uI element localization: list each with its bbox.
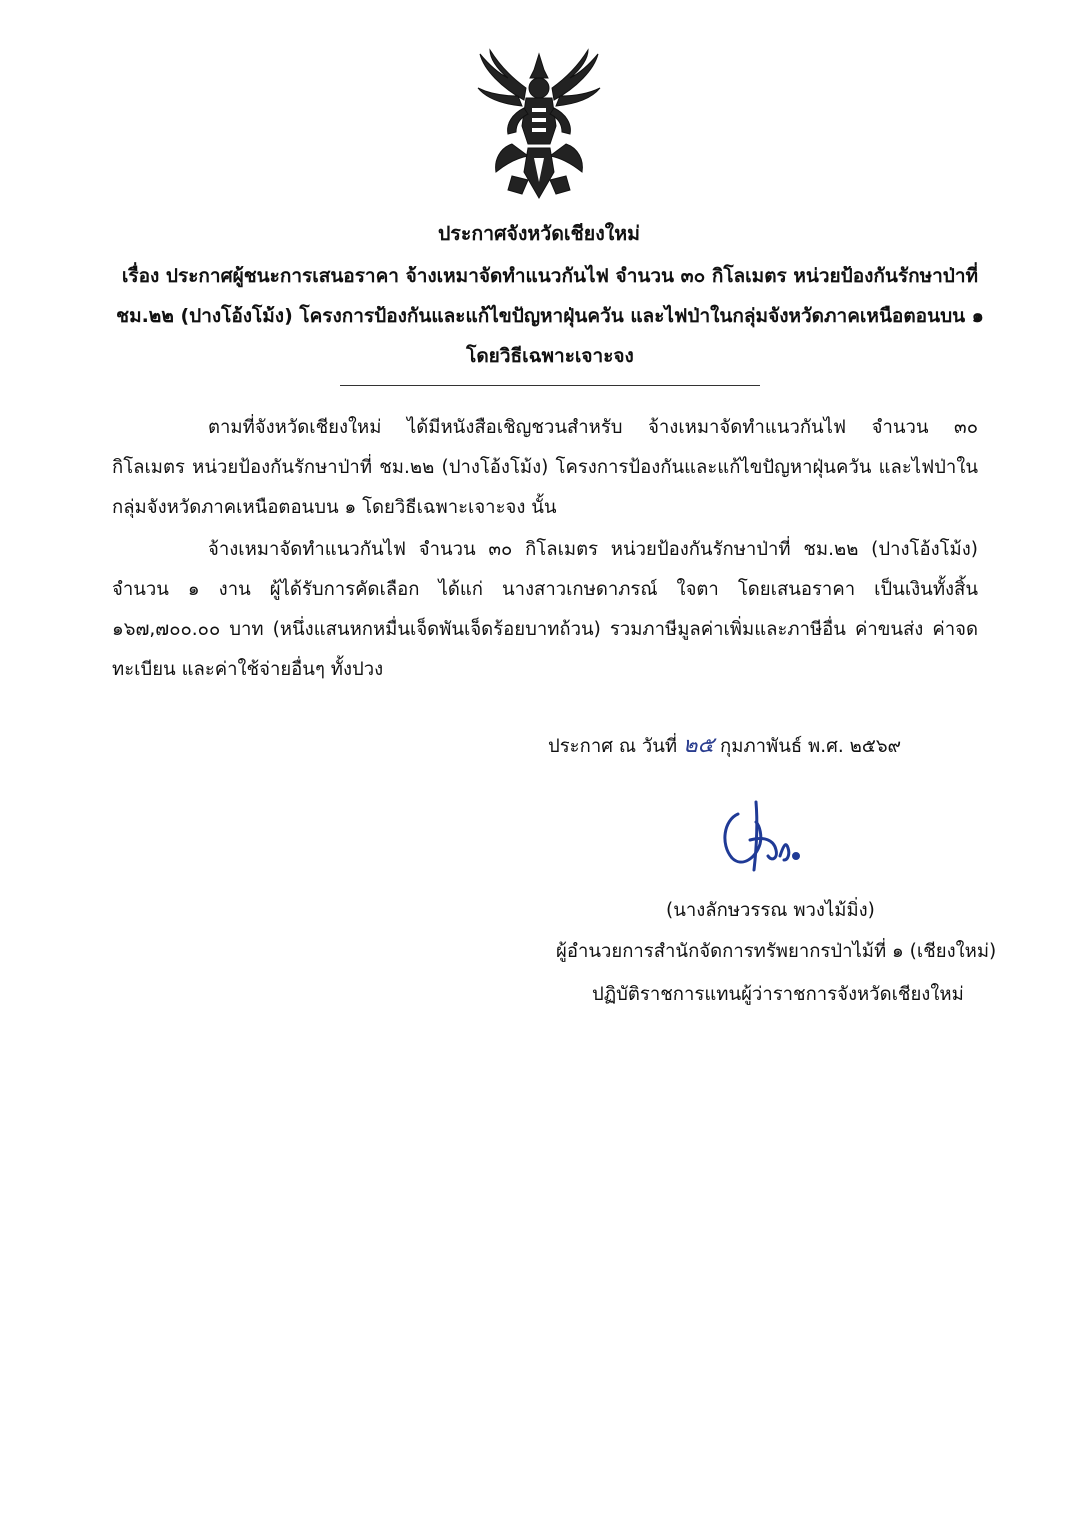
body-paragraph-1-text: ตามที่จังหวัดเชียงใหม่ ได้มีหนังสือเชิญชวนสำหรับ จ้างเหมาจัดทำแนวกันไฟ จำนวน ๓๐ กิโลเมตร หน่วยป้องกันรักษาป่าที่ ชม.๒๒ (ปางโอ้งโม้ง) โครงการป้องกันและแก้ไขปัญหาฝุ่นควัน และไฟป่าในกลุ่มจังหวัดภาคเหนือตอนบน ๑ โดยวิธีเฉพาะเจาะจง นั้น <box>112 417 978 518</box>
signatory-name: (นางลักษวรรณ พวงไม้มิ่ง) <box>666 900 875 921</box>
garuda-emblem-icon <box>472 48 606 206</box>
announcement-date-prefix: ประกาศ ณ วันที่ <box>548 736 678 757</box>
body-paragraph-1 <box>112 408 978 528</box>
document-subject: เรื่อง ประกาศผู้ชนะการเสนอราคา จ้างเหมาจัดทำแนวกันไฟ จำนวน ๓๐ กิโลเมตร หน่วยป้องกันรักษาป่าที่ ชม.๒๒ (ปางโอ้งโม้ง) โครงการป้องกันและแก้ไขปัญหาฝุ่นควัน และไฟป่าในกลุ่มจังหวัดภาคเหนือตอนบน ๑ โดยวิธีเฉพาะเจาะจง <box>116 265 984 367</box>
signatory-acting-role: ปฏิบัติราชการแทนผู้ว่าราชการจังหวัดเชียงใหม่ <box>592 984 964 1005</box>
document-title: ประกาศจังหวัดเชียงใหม่ <box>438 222 640 245</box>
announcement-date <box>548 727 901 762</box>
signature-icon <box>716 796 808 878</box>
announcement-date-day: ๒๕ <box>683 733 715 758</box>
body-paragraph-2-text: จ้างเหมาจัดทำแนวกันไฟ จำนวน ๓๐ กิโลเมตร หน่วยป้องกันรักษาป่าที่ ชม.๒๒ (ปางโอ้งโม้ง) จำนวน ๑ งาน ผู้ได้รับการคัดเลือก ได้แก่ นางสาวเกษดาภรณ์ ใจตา โดยเสนอราคา เป็นเงินทั้งสิ้น ๑๖๗,๗๐๐.๐๐ บาท (หนึ่งแสนหกหมื่นเจ็ดพันเจ็ดร้อยบาทถ้วน) รวมภาษีมูลค่าเพิ่มและภาษีอื่น ค่าขนส่ง ค่าจดทะเบียน และค่าใช้จ่ายอื่นๆ ทั้งปวง <box>112 539 978 680</box>
signatory-position: ผู้อำนวยการสำนักจัดการทรัพยากรป่าไม้ที่ ๑ (เชียงใหม่) <box>556 941 997 962</box>
announcement-date-month-year: กุมภาพันธ์ พ.ศ. ๒๕๖๙ <box>720 736 902 757</box>
body-paragraph-2 <box>112 530 978 690</box>
divider-line <box>340 385 760 386</box>
